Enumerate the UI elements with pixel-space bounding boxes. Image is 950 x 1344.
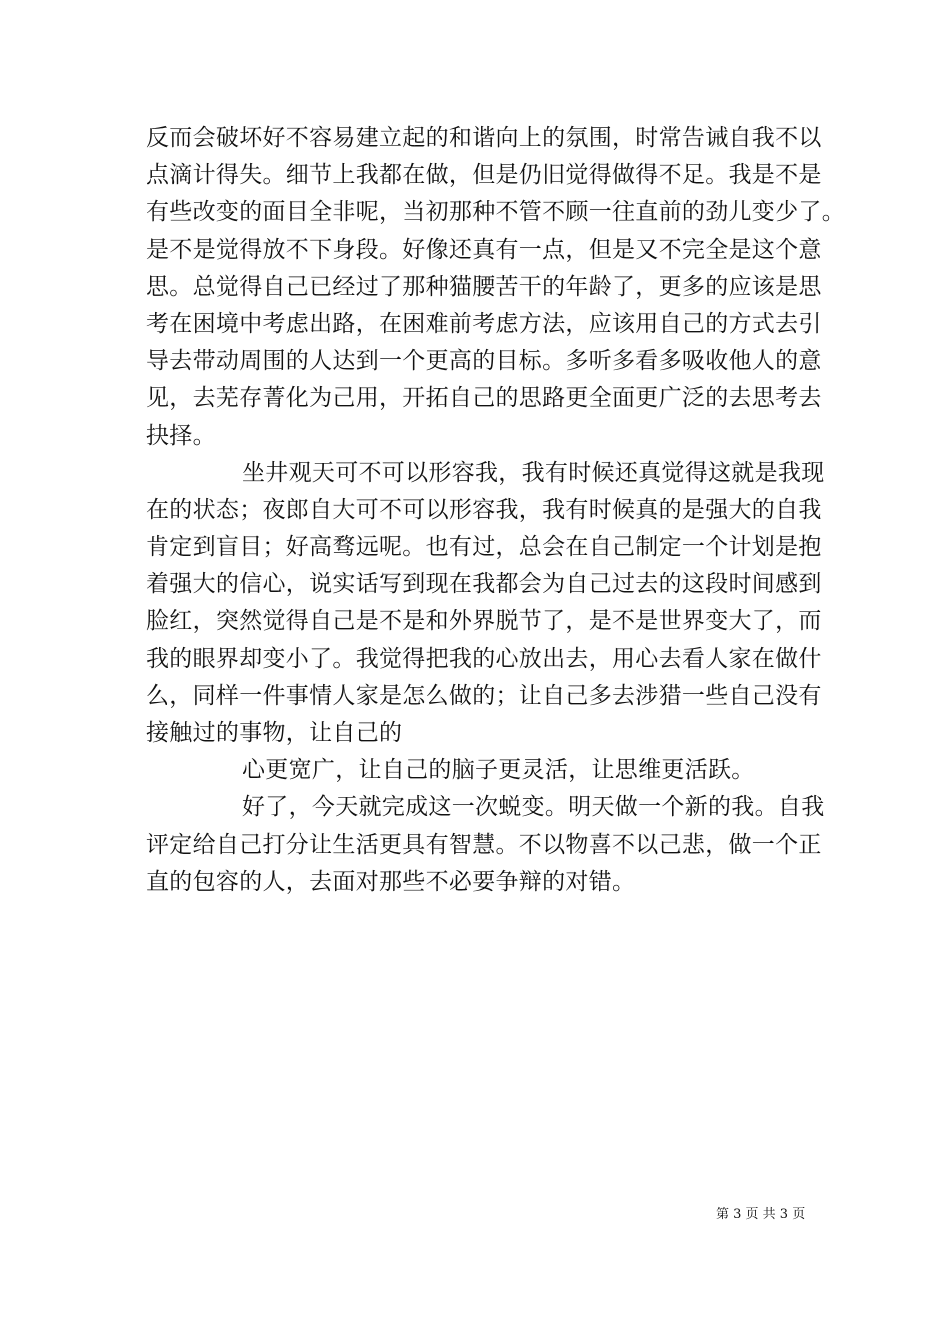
text-line: 我的眼界却变小了。我觉得把我的心放出去，用心去看人家在做什 [146,645,822,672]
paragraph-2 [146,455,825,753]
text-line: 心更宽广，让自己的脑子更灵活，让思维更活跃。 [242,757,755,784]
text-line: 好了，今天就完成这一次蜕变。明天做一个新的我。自我 [242,794,825,821]
text-line: 反而会破坏好不容易建立起的和谐向上的氛围，时常告诫自我不以 [146,125,822,151]
text-line: 是不是觉得放不下身段。好像还真有一点，但是又不完全是这个意 [146,236,822,263]
text-line: 坐井观天可不可以形容我，我有时候还真觉得这就是我现 [242,459,825,486]
text-line: 直的包容的人，去面对那些不必要争辩的对错。 [146,868,636,895]
text-line: 脸红，突然觉得自己是不是和外界脱节了，是不是世界变大了，而 [146,608,822,635]
text-line: 肯定到盲目；好高骛远呢。也有过，总会在自己制定一个计划是抱 [146,534,822,561]
paragraph-3 [146,752,816,789]
text-line: 着强大的信心，说实话写到现在我都会为自己过去的这段时间感到 [146,571,822,598]
page-number-footer: 第 3 页 共 3 页 [716,1207,806,1222]
document-body [146,120,845,901]
text-line: 接触过的事物，让自己的 [146,720,403,746]
text-line: 么，同样一件事情人家是怎么做的；让自己多去涉猎一些自己没有 [146,682,822,709]
paragraph-1 [146,120,845,455]
text-line: 有些改变的面目全非呢，当初那种不管不顾一往直前的劲儿变少了。 [146,199,845,226]
text-line: 抉择。 [146,422,216,449]
text-line: 点滴计得失。细节上我都在做，但是仍旧觉得做得不足。我是不是 [146,162,822,189]
text-line: 评定给自己打分让生活更具有智慧。不以物喜不以己悲，做一个正 [146,831,822,858]
text-line: 考在困境中考虑出路，在困难前考虑方法，应该用自己的方式去引 [146,310,822,337]
paragraph-4 [146,789,825,901]
text-line: 在的状态；夜郎自大可不可以形容我，我有时候真的是强大的自我 [146,496,822,523]
text-line: 见，去芜存菁化为己用，开拓自己的思路更全面更广泛的去思考去 [146,385,822,412]
text-line: 思。总觉得自己已经过了那种猫腰苦干的年龄了，更多的应该是思 [146,273,822,300]
text-line: 导去带动周围的人达到一个更高的目标。多听多看多吸收他人的意 [146,348,822,375]
